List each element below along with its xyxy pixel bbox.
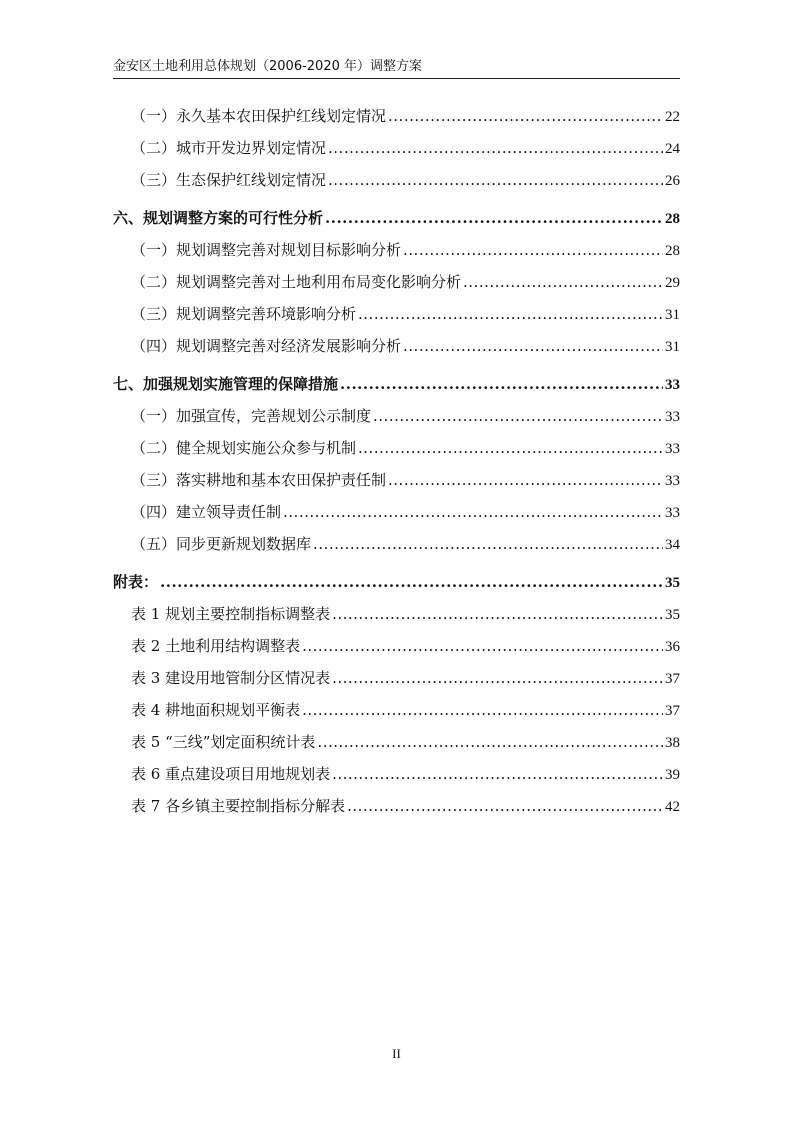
toc-entry-page: 33	[665, 441, 680, 457]
page-footer	[0, 1046, 793, 1062]
dot-leader	[332, 598, 663, 630]
dot-leader	[373, 400, 663, 432]
toc-entry-label: （一）永久基本农田保护红线划定情况	[131, 107, 387, 125]
toc-entry-page: 37	[665, 671, 680, 687]
running-header	[113, 56, 680, 79]
toc-entry-page: 29	[665, 275, 680, 291]
toc-section-entry[interactable]	[113, 132, 680, 164]
toc-entry-label: （三）规划调整完善环境影响分析	[131, 305, 357, 323]
toc-entry-label: 表 1 规划主要控制指标调整表	[131, 605, 331, 623]
dot-leader	[403, 330, 663, 362]
dot-leader	[328, 132, 663, 164]
dot-leader	[325, 202, 663, 234]
toc-entry-page: 35	[665, 575, 680, 591]
toc-entry-page: 35	[665, 607, 680, 623]
toc-entry-label: 表 5 “三线”划定面积统计表	[131, 733, 316, 751]
toc-section-entry[interactable]	[113, 266, 680, 298]
page-number: II	[392, 1046, 401, 1061]
dot-leader	[403, 234, 663, 266]
toc-section-entry[interactable]	[113, 400, 680, 432]
toc-section-entry[interactable]	[113, 100, 680, 132]
toc-section-entry[interactable]	[113, 694, 680, 726]
toc-section-entry[interactable]	[113, 164, 680, 196]
toc-entry-page: 38	[665, 735, 680, 751]
toc-entry-page: 33	[665, 473, 680, 489]
toc-entry-label: （一）规划调整完善对规划目标影响分析	[131, 241, 402, 259]
toc-section-entry[interactable]	[113, 464, 680, 496]
toc-section-entry[interactable]	[113, 298, 680, 330]
toc-section-entry[interactable]	[113, 432, 680, 464]
toc-section-entry[interactable]	[113, 758, 680, 790]
toc-chapter-entry[interactable]	[113, 202, 680, 234]
toc-entry-label: 表 2 土地利用结构调整表	[131, 637, 301, 655]
toc-entry-label: 表 3 建设用地管制分区情况表	[131, 669, 331, 687]
toc-entry-page: 42	[665, 799, 680, 815]
dot-leader	[332, 662, 663, 694]
toc-entry-label: （四）规划调整完善对经济发展影响分析	[131, 337, 402, 355]
toc-entry-page: 39	[665, 767, 680, 783]
dot-leader	[160, 566, 663, 598]
toc-entry-label: 附表：	[113, 573, 159, 591]
dot-leader	[332, 758, 663, 790]
toc-entry-page: 26	[665, 173, 680, 189]
toc-section-entry[interactable]	[113, 528, 680, 560]
dot-leader	[388, 100, 663, 132]
dot-leader	[388, 464, 663, 496]
table-of-contents	[113, 100, 680, 822]
toc-entry-label: （五）同步更新规划数据库	[131, 535, 312, 553]
toc-chapter-entry[interactable]	[113, 368, 680, 400]
toc-entry-label: 表 7 各乡镇主要控制指标分解表	[131, 797, 346, 815]
dot-leader	[317, 726, 663, 758]
toc-entry-label: （一）加强宣传，完善规划公示制度	[131, 407, 372, 425]
dot-leader	[302, 694, 663, 726]
toc-entry-label: （三）落实耕地和基本农田保护责任制	[131, 471, 387, 489]
toc-section-entry[interactable]	[113, 790, 680, 822]
toc-section-entry[interactable]	[113, 330, 680, 362]
toc-entry-label: 表 4 耕地面积规划平衡表	[131, 701, 301, 719]
toc-section-entry[interactable]	[113, 496, 680, 528]
toc-chapter-entry[interactable]	[113, 566, 680, 598]
toc-entry-label: （四）建立领导责任制	[131, 503, 282, 521]
toc-entry-page: 36	[665, 639, 680, 655]
dot-leader	[358, 432, 663, 464]
toc-entry-label: 表 6 重点建设项目用地规划表	[131, 765, 331, 783]
toc-entry-page: 28	[665, 211, 680, 227]
toc-entry-page: 33	[665, 377, 680, 393]
toc-section-entry[interactable]	[113, 598, 680, 630]
toc-entry-page: 31	[665, 307, 680, 323]
toc-entry-page: 33	[665, 505, 680, 521]
toc-section-entry[interactable]	[113, 630, 680, 662]
toc-entry-label: 六、规划调整方案的可行性分析	[113, 209, 324, 227]
toc-entry-label: （二）健全规划实施公众参与机制	[131, 439, 357, 457]
toc-entry-page: 28	[665, 243, 680, 259]
toc-section-entry[interactable]	[113, 662, 680, 694]
dot-leader	[328, 164, 663, 196]
document-title: 金安区土地利用总体规划（2006-2020 年）调整方案	[113, 59, 422, 74]
dot-leader	[283, 496, 663, 528]
dot-leader	[302, 630, 663, 662]
toc-entry-page: 37	[665, 703, 680, 719]
toc-entry-label: （二）规划调整完善对土地利用布局变化影响分析	[131, 273, 462, 291]
dot-leader	[358, 298, 663, 330]
dot-leader	[340, 368, 663, 400]
dot-leader	[313, 528, 663, 560]
toc-entry-page: 33	[665, 409, 680, 425]
toc-entry-page: 24	[665, 141, 680, 157]
toc-entry-label: （二）城市开发边界划定情况	[131, 139, 327, 157]
dot-leader	[347, 790, 663, 822]
toc-entry-page: 34	[665, 537, 680, 553]
toc-entry-label: 七、加强规划实施管理的保障措施	[113, 375, 339, 393]
dot-leader	[463, 266, 663, 298]
toc-section-entry[interactable]	[113, 234, 680, 266]
toc-section-entry[interactable]	[113, 726, 680, 758]
toc-entry-page: 22	[665, 109, 680, 125]
toc-entry-page: 31	[665, 339, 680, 355]
toc-entry-label: （三）生态保护红线划定情况	[131, 171, 327, 189]
